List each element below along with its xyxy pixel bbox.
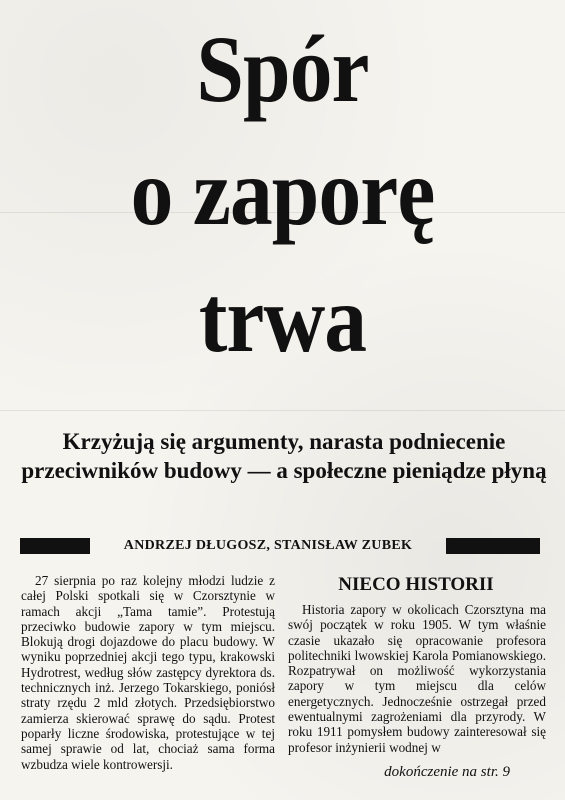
byline-bar-right — [446, 538, 540, 554]
headline-line-2: o zaporę — [130, 139, 435, 245]
subtitle: Krzyżują się argumenty, narasta podniecenie przeciwników budowy — a społeczne pieniądze płyną — [21, 429, 547, 483]
right-column-text: Historia zapory w okolicach Czorsztyna ma swój początek w roku 1905. W tym właśnie czasie ukazało się opracowanie profesora politechniki lwowskiej Karola Pomianowskiego. Rozpatrywał on możliwość wykorzystania zapory w tym miejscu dla celów energetycznych. Jednocześnie ostrzegał przed ewentualnymi zagrożeniami dla przyrody. W roku 1911 pomysłem budowy zainteresował się profesor inżynierii wodnej w — [288, 602, 546, 755]
section-heading: NIECO HISTORII — [338, 574, 494, 595]
headline-line-1: Spór — [196, 16, 369, 122]
byline — [20, 536, 540, 556]
byline-bar-left — [20, 538, 90, 554]
byline-authors: ANDRZEJ DŁUGOSZ, STANISŁAW ZUBEK — [123, 538, 413, 553]
headline-line-3: trwa — [198, 266, 367, 372]
paper-crease — [0, 410, 565, 411]
left-column-text: 27 sierpnia po raz kolejny młodzi ludzie z całej Polski spotkali się w Czorsztynie w ramach akcji „Tama tamie”. Protestują przeciwko budowie zapory w tym miejscu. Blokują drogi dojazdowe do placu budowy. W wyniku poprzedniej akcji tego typu, krakowski Hydrotrest, według słów zastępcy dyrektora ds. technicznych inż. Jerzego Tokarskiego, poniósł straty rzędu 2 mld złotych. Przedsiębiorstwo zamierza skierować sprawę do sądu. Protest poparły liczne środowiska, protestujące w tej samej sprawie od lat, chociaż sama forma wzbudza wiele kontrowersji. — [21, 573, 275, 772]
continuation-note: dokończenie na str. 9 — [384, 764, 510, 780]
